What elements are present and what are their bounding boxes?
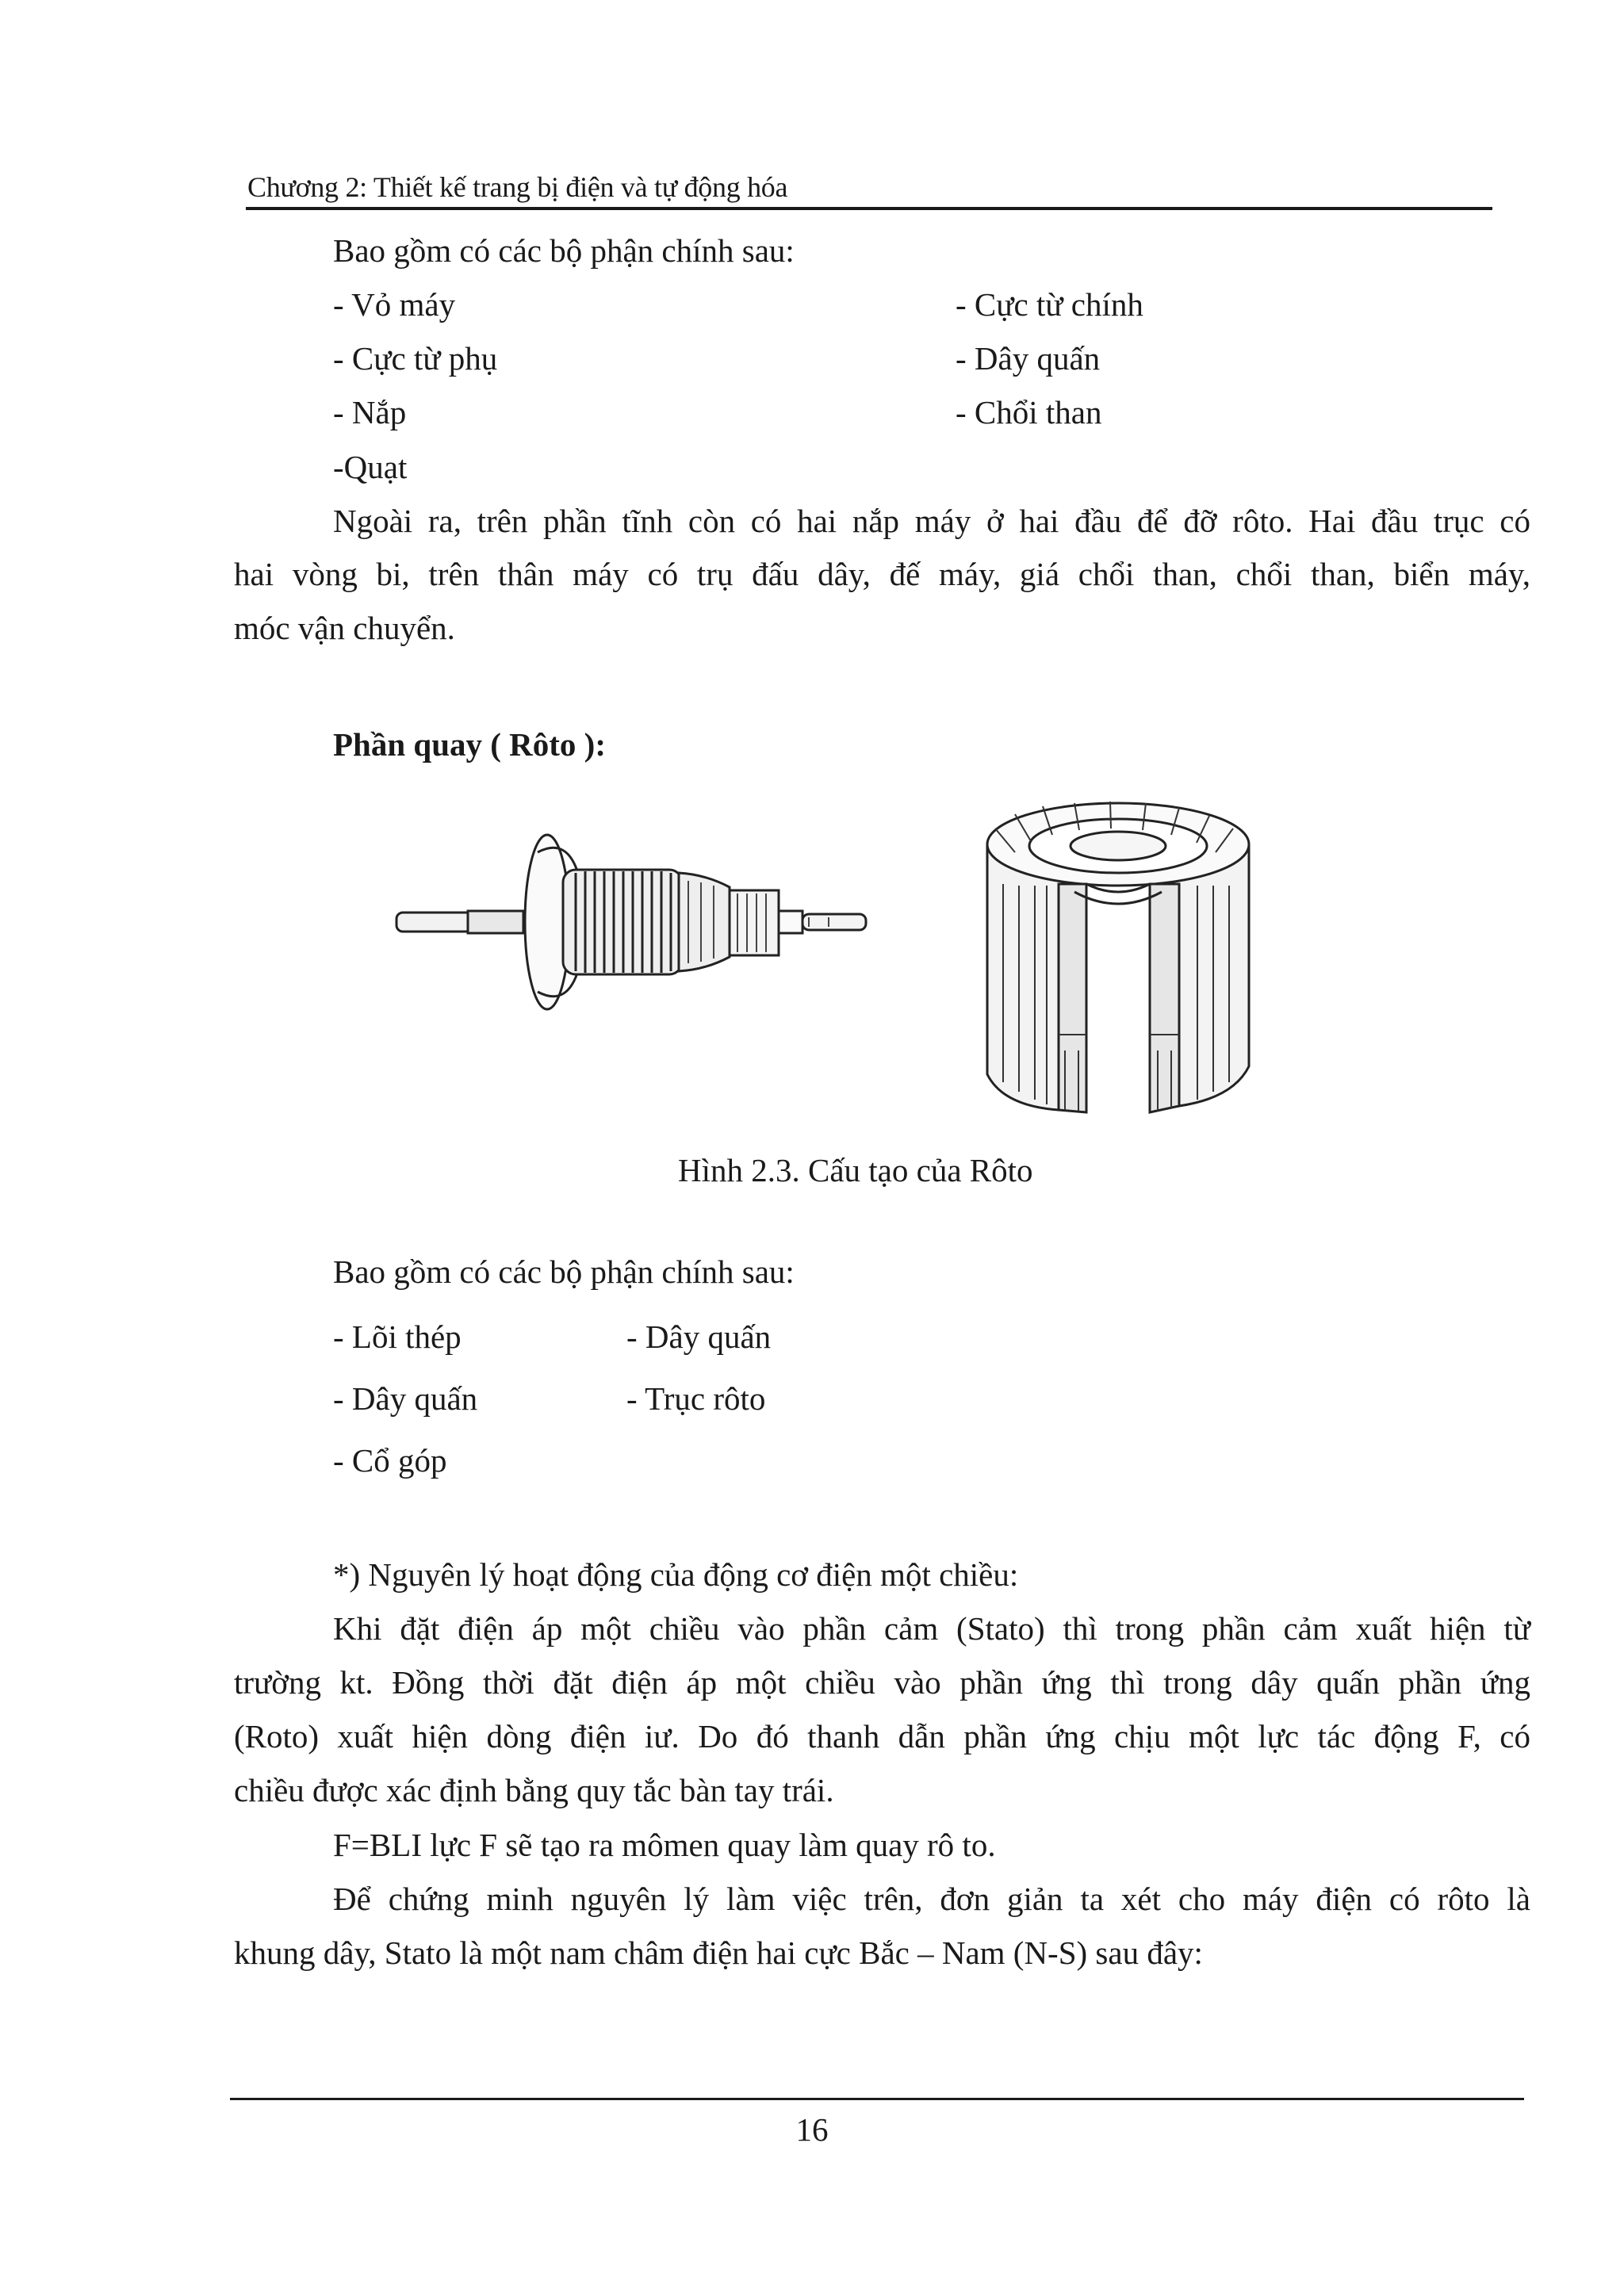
rotor-armature-image xyxy=(389,828,872,1011)
rotor-part-day-quan: - Dây quấn xyxy=(626,1318,772,1355)
stator-paragraph-line: móc vận chuyển. xyxy=(234,610,455,646)
principle-paragraph-line: khung dây, Stato là một nam châm điện hai cực Bắc – Nam (N-S) sau đây: xyxy=(234,1934,1203,1971)
chapter-header: Chương 2: Thiết kế trang bị điện và tự động hóa xyxy=(247,171,788,203)
rotor-part-loi-thep: - Lõi thép xyxy=(333,1318,462,1355)
rotor-part-truc-roto: - Trục rôto xyxy=(626,1380,766,1417)
stator-part-cuc-tu-phu: - Cực từ phụ xyxy=(333,340,498,377)
figure-caption: Hình 2.3. Cấu tạo của Rôto xyxy=(678,1152,1033,1188)
stator-paragraph-line: Ngoài ra, trên phần tĩnh còn có hai nắp máy ở hai đầu để đỡ rôto. Hai đầu trục có xyxy=(333,503,1530,539)
page-number: 16 xyxy=(795,2111,829,2148)
stator-part-choi-than: - Chổi than xyxy=(956,394,1102,430)
principle-paragraph-line: chiều được xác định bằng quy tắc bàn tay trái. xyxy=(234,1772,834,1808)
rotor-core-cutaway-image xyxy=(971,797,1265,1114)
principle-heading: *) Nguyên lý hoạt động của động cơ điện một chiều: xyxy=(333,1556,1019,1593)
rotor-intro: Bao gồm có các bộ phận chính sau: xyxy=(333,1253,795,1290)
rotor-part-day-quan: - Dây quấn xyxy=(333,1380,478,1417)
stator-part-nap: - Nắp xyxy=(333,394,407,430)
formula-line: F=BLI lực F sẽ tạo ra mômen quay làm quay rô to. xyxy=(333,1827,996,1863)
stator-part-day-quan: - Dây quấn xyxy=(956,340,1101,377)
stator-paragraph-line: hai vòng bi, trên thân máy có trụ đấu dây, đế máy, giá chổi than, chổi than, biển máy, xyxy=(234,556,1530,592)
rotor-part-co-gop: - Cổ góp xyxy=(333,1442,447,1479)
rotor-heading: Phần quay ( Rôto ): xyxy=(333,726,606,763)
principle-paragraph-line: trường kt. Đồng thời đặt điện áp một chiều vào phần ứng thì trong dây quấn phần ứng xyxy=(234,1664,1530,1701)
principle-paragraph-line: Khi đặt điện áp một chiều vào phần cảm (Stato) thì trong phần cảm xuất hiện từ xyxy=(333,1610,1530,1647)
stator-part-vo-may: - Vỏ máy xyxy=(333,286,456,323)
footer-divider xyxy=(230,2098,1524,2100)
principle-paragraph-line: (Roto) xuất hiện dòng điện iư. Do đó thanh dẫn phần ứng chịu một lực tác động F, có xyxy=(234,1718,1530,1755)
header-divider xyxy=(246,207,1492,210)
stator-part-cuc-tu-chinh: - Cực từ chính xyxy=(956,286,1143,323)
stator-intro: Bao gồm có các bộ phận chính sau: xyxy=(333,232,795,269)
stator-part-quat: -Quạt xyxy=(333,449,408,485)
principle-paragraph-line: Để chứng minh nguyên lý làm việc trên, đơn giản ta xét cho máy điện có rôto là xyxy=(333,1881,1530,1917)
